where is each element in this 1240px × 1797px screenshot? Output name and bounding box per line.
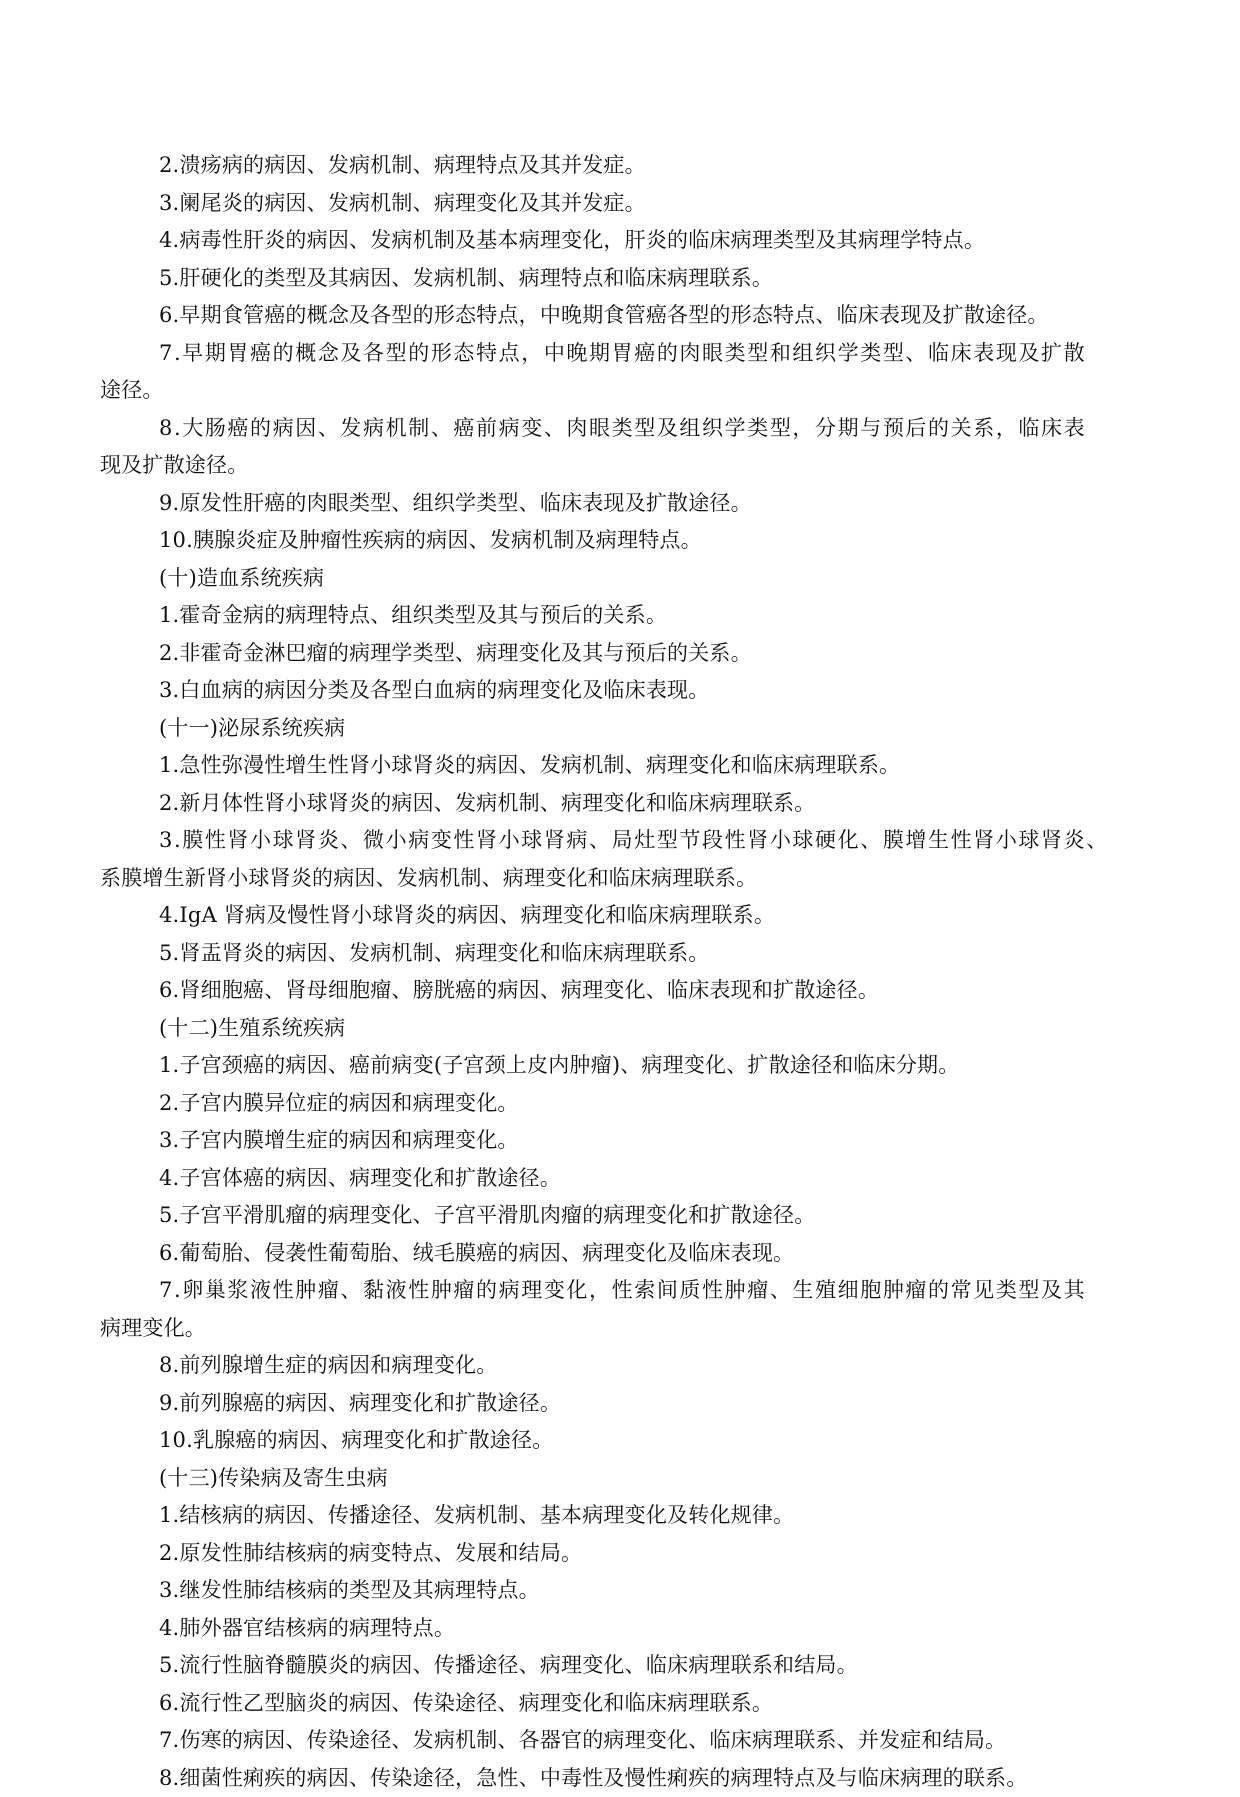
paragraph: 8.细菌性痢疾的病因、传染途径，急性、中毒性及慢性痢疾的病理特点及与临床病理的联系。	[100, 1760, 1140, 1797]
paragraph: 5.子宫平滑肌瘤的病理变化、子宫平滑肌肉瘤的病理变化和扩散途径。	[100, 1197, 1140, 1235]
paragraph: 7.伤寒的病因、传染途径、发病机制、各器官的病理变化、临床病理联系、并发症和结局。	[100, 1722, 1140, 1760]
paragraph: 1.霍奇金病的病理特点、组织类型及其与预后的关系。	[100, 597, 1140, 635]
paragraph: 1.结核病的病因、传播途径、发病机制、基本病理变化及转化规律。	[100, 1497, 1140, 1535]
paragraph: 5.肝硬化的类型及其病因、发病机制、病理特点和临床病理联系。	[100, 260, 1140, 298]
paragraph: 4.病毒性肝炎的病因、发病机制及基本病理变化，肝炎的临床病理类型及其病理学特点。	[100, 222, 1140, 260]
paragraph: 2.子宫内膜异位症的病因和病理变化。	[100, 1085, 1140, 1123]
paragraph-continuation: 病理变化。	[100, 1310, 1140, 1348]
paragraph: 8.前列腺增生症的病因和病理变化。	[100, 1347, 1140, 1385]
paragraph: 2.原发性肺结核病的病变特点、发展和结局。	[100, 1535, 1140, 1573]
paragraph: 9.前列腺癌的病因、病理变化和扩散途径。	[100, 1385, 1140, 1423]
paragraph: 9.原发性肝癌的肉眼类型、组织学类型、临床表现及扩散途径。	[100, 485, 1140, 523]
paragraph: 8.大肠癌的病因、发病机制、癌前病变、肉眼类型及组织学类型，分期与预后的关系，临床表	[100, 410, 1140, 448]
paragraph: 6.肾细胞癌、肾母细胞瘤、膀胱癌的病因、病理变化、临床表现和扩散途径。	[100, 972, 1140, 1010]
paragraph: 2.溃疡病的病因、发病机制、病理特点及其并发症。	[100, 147, 1140, 185]
paragraph: 1.子宫颈癌的病因、癌前病变(子宫颈上皮内肿瘤)、病理变化、扩散途径和临床分期。	[100, 1047, 1140, 1085]
paragraph: 1.急性弥漫性增生性肾小球肾炎的病因、发病机制、病理变化和临床病理联系。	[100, 747, 1140, 785]
paragraph-continuation: 系膜增生新肾小球肾炎的病因、发病机制、病理变化和临床病理联系。	[100, 860, 1140, 898]
document-body	[100, 147, 1140, 1797]
paragraph: 2.非霍奇金淋巴瘤的病理学类型、病理变化及其与预后的关系。	[100, 635, 1140, 673]
section-heading: (十二)生殖系统疾病	[100, 1010, 1140, 1048]
paragraph: 3.继发性肺结核病的类型及其病理特点。	[100, 1572, 1140, 1610]
paragraph: 5.肾盂肾炎的病因、发病机制、病理变化和临床病理联系。	[100, 935, 1140, 973]
paragraph: 6.早期食管癌的概念及各型的形态特点，中晚期食管癌各型的形态特点、临床表现及扩散途径。	[100, 297, 1140, 335]
paragraph: 6.葡萄胎、侵袭性葡萄胎、绒毛膜癌的病因、病理变化及临床表现。	[100, 1235, 1140, 1273]
paragraph: 5.流行性脑脊髓膜炎的病因、传播途径、病理变化、临床病理联系和结局。	[100, 1647, 1140, 1685]
paragraph-continuation: 现及扩散途径。	[100, 447, 1140, 485]
paragraph: 3.子宫内膜增生症的病因和病理变化。	[100, 1122, 1140, 1160]
paragraph: 3.白血病的病因分类及各型白血病的病理变化及临床表现。	[100, 672, 1140, 710]
section-heading: (十三)传染病及寄生虫病	[100, 1460, 1140, 1498]
paragraph: 7.卵巢浆液性肿瘤、黏液性肿瘤的病理变化，性索间质性肿瘤、生殖细胞肿瘤的常见类型及其	[100, 1272, 1140, 1310]
section-heading: (十)造血系统疾病	[100, 560, 1140, 598]
paragraph: 2.新月体性肾小球肾炎的病因、发病机制、病理变化和临床病理联系。	[100, 785, 1140, 823]
paragraph: 10.胰腺炎症及肿瘤性疾病的病因、发病机制及病理特点。	[100, 522, 1140, 560]
paragraph: 7.早期胃癌的概念及各型的形态特点，中晚期胃癌的肉眼类型和组织学类型、临床表现及扩散	[100, 335, 1140, 373]
paragraph: 6.流行性乙型脑炎的病因、传染途径、病理变化和临床病理联系。	[100, 1685, 1140, 1723]
paragraph: 4.IgA 肾病及慢性肾小球肾炎的病因、病理变化和临床病理联系。	[100, 897, 1140, 935]
paragraph: 10.乳腺癌的病因、病理变化和扩散途径。	[100, 1422, 1140, 1460]
paragraph: 4.子宫体癌的病因、病理变化和扩散途径。	[100, 1160, 1140, 1198]
section-heading: (十一)泌尿系统疾病	[100, 710, 1140, 748]
paragraph: 3.膜性肾小球肾炎、微小病变性肾小球肾病、局灶型节段性肾小球硬化、膜增生性肾小球肾炎、	[100, 822, 1140, 860]
paragraph: 4.肺外器官结核病的病理特点。	[100, 1610, 1140, 1648]
paragraph: 3.阑尾炎的病因、发病机制、病理变化及其并发症。	[100, 185, 1140, 223]
paragraph-continuation: 途径。	[100, 372, 1140, 410]
